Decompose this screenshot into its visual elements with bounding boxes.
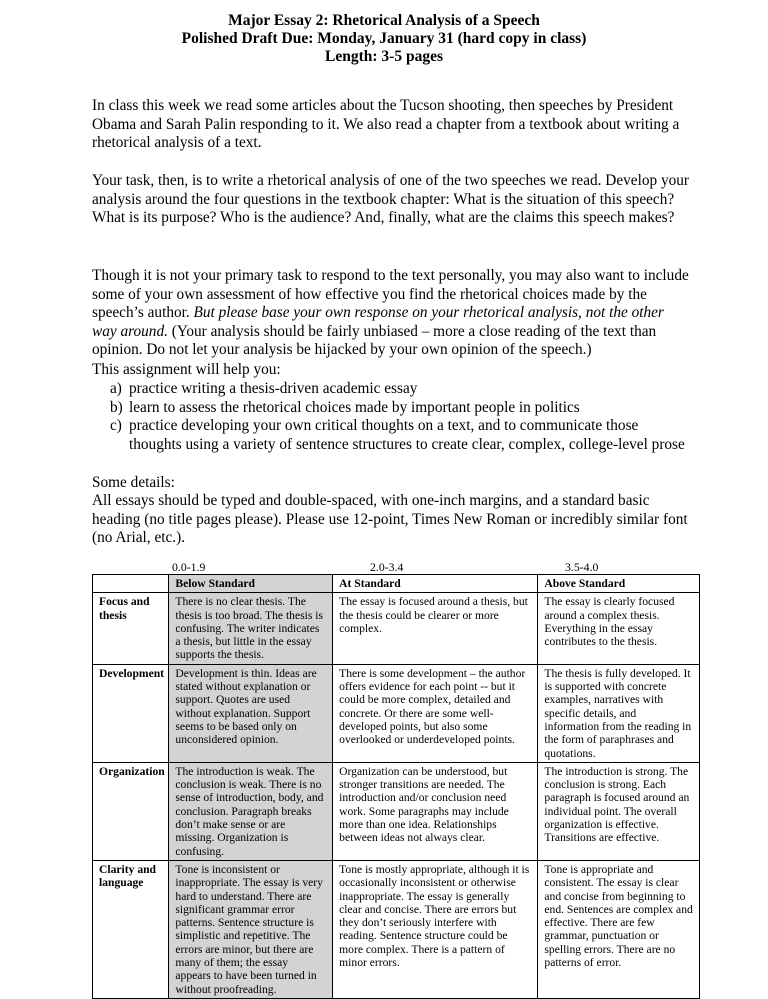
response-text-1: Though it is not your primary task to respond to the text personally, you may also want to include some of your own assessment of how effective you find the rhetorical choices made by the speech’s author. [92, 267, 689, 321]
details-label: Some details: [92, 474, 175, 491]
above-cell: The introduction is strong. The conclusion is strong. Each paragraph is focused around an individual point. The overall organization is effective. Transitions are effective. [538, 762, 700, 860]
criterion-label: Focus and thesis [93, 593, 169, 664]
table-row [93, 664, 700, 762]
level-above: Above Standard [538, 575, 700, 593]
goals-intro: This assignment will help you: [92, 361, 281, 378]
list-item: c) practice developing your own critical thoughts on a text, and to communicate those thoughts using a variety of sentence structures to create clear, complex, college-level prose [110, 417, 685, 453]
grading-rubric [92, 574, 700, 999]
at-cell: Organization can be understood, but stronger transitions are needed. The introduction and/or conclusion need work. Some paragraphs may include more than one idea. Relationships between ideas not always clear. [333, 762, 538, 860]
below-cell: Development is thin. Ideas are stated without explanation or support. Quotes are used without explanation. Support seems to be based only on unconsidered opinion. [169, 664, 333, 762]
range-below: 0.0-1.9 [172, 560, 206, 574]
level-below: Below Standard [169, 575, 333, 593]
list-item: b) learn to assess the rhetorical choices made by important people in politics [110, 398, 580, 416]
assignment-header [0, 12, 768, 66]
criterion-label: Clarity and language [93, 860, 169, 998]
details-paragraph: All essays should be typed and double-spaced, with one-inch margins, and a standard basic heading (no title pages please). Please use 12-point, Times New Roman or incredibly similar font (no Arial, etc.). [92, 492, 688, 546]
rubric-header-row [93, 575, 700, 593]
level-at: At Standard [333, 575, 538, 593]
goals-list [110, 380, 690, 454]
intro-paragraph: In class this week we read some articles about the Tucson shooting, then speeches by President Obama and Sarah Palin responding to it. We also read a chapter from a textbook about writing a rhetorical analysis of a text. [92, 97, 680, 151]
list-item: a) practice writing a thesis-driven academic essay [110, 380, 418, 397]
at-cell: Tone is mostly appropriate, although it is occasionally inconsistent or otherwise inappropriate. The essay is generally clear and concise. There are errors but they don’t seriously interfere with reading. Sentence structure could be more complex. There is a pattern of minor errors. [333, 860, 538, 998]
task-paragraph: Your task, then, is to write a rhetorical analysis of one of the two speeches we read. Develop your analysis around the four questions in the textbook chapter: What is the situation of this speech? What is its purpose? Who is the audience? And, finally, what are the claims this speech makes? [92, 172, 689, 226]
length-requirement: Length: 3-5 pages [325, 48, 443, 65]
at-cell: The essay is focused around a thesis, but the thesis could be clearer or more complex. [333, 593, 538, 664]
table-row [93, 860, 700, 998]
range-above: 3.5-4.0 [565, 560, 599, 574]
table-row [93, 762, 700, 860]
assignment-title: Major Essay 2: Rhetorical Analysis of a Speech [228, 12, 540, 29]
rubric-corner [93, 575, 169, 593]
criterion-label: Organization [93, 762, 169, 860]
below-cell: The introduction is weak. The conclusion is weak. There is no sense of introduction, body, and conclusion. Paragraph breaks don’t make sense or are missing. Organization is confusing. [169, 762, 333, 860]
above-cell: The essay is clearly focused around a complex thesis. Everything in the essay contributes to the thesis. [538, 593, 700, 664]
response-emphasis: But please base your own response on your rhetorical analysis, not the other way around. [92, 304, 664, 340]
due-date: Polished Draft Due: Monday, January 31 (hard copy in class) [181, 30, 587, 47]
criterion-label: Development [93, 664, 169, 762]
above-cell: Tone is appropriate and consistent. The essay is clear and concise from beginning to end. Sentences are complex and effective. There are few grammar, punctuation or spelling errors. There are no patterns of error. [538, 860, 700, 998]
table-row [93, 593, 700, 664]
at-cell: There is some development – the author offers evidence for each point -- but it could be more complex, detailed and concrete. Or there are some well-developed points, but also some overlooked or underdeveloped points. [333, 664, 538, 762]
response-text-2: (Your analysis should be fairly unbiased – more a close reading of the text than opinion. Do not let your analysis be hijacked by your own opinion of the speech.) [92, 322, 657, 358]
above-cell: The thesis is fully developed. It is supported with concrete examples, narratives with specific details, and information from the reading in the form of paraphrases and quotations. [538, 664, 700, 762]
response-paragraph [92, 267, 692, 360]
below-cell: Tone is inconsistent or inappropriate. The essay is very hard to understand. There are significant grammar error patterns. Sentence structure is simplistic and repetitive. The errors are minor, but there are many of them; the essay appears to have been turned in without proofreading. [169, 860, 333, 998]
range-at: 2.0-3.4 [370, 560, 404, 574]
below-cell: There is no clear thesis. The thesis is too broad. The thesis is confusing. The writer indicates a thesis, but little in the essay supports the thesis. [169, 593, 333, 664]
